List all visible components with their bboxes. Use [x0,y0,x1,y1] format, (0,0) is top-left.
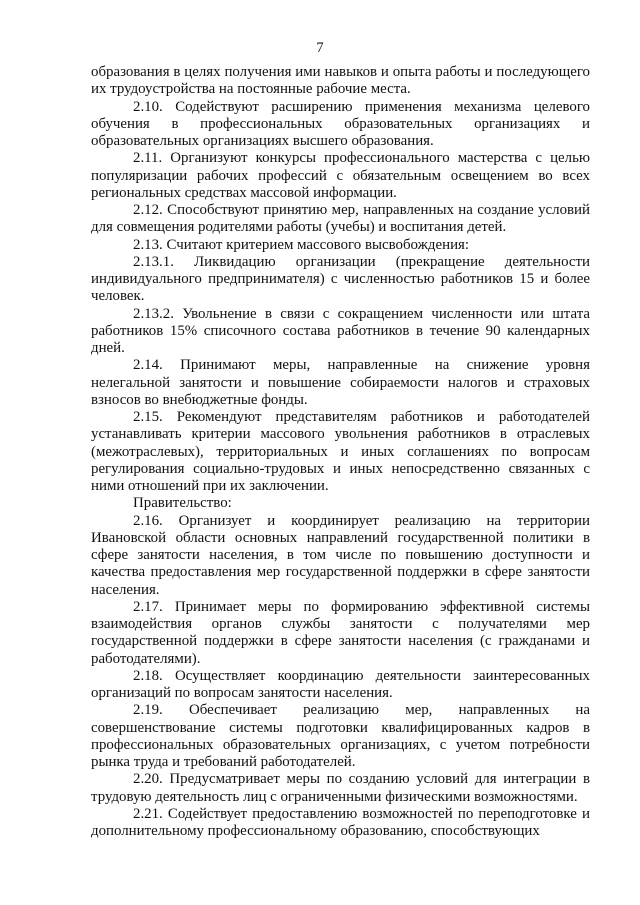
paragraph-2-11: 2.11. Организуют конкурсы профессионального мастерства с целью популяризации рабочих профессий с обязательным освещением во всех региональных средствах массовой информации. [91,150,590,201]
paragraph-2-18: 2.18. Осуществляет координацию деятельности заинтересованных организаций по вопросам занятости населения. [91,667,590,701]
page-number: 7 [316,40,324,56]
paragraph-2-17: 2.17. Принимает меры по формированию эффективной системы взаимодействия органов службы занятости с получателями мер государственной поддержки в сфере занятости населения (с гражданами и работодателями). [91,598,590,667]
paragraph-2-16: 2.16. Организует и координирует реализацию на территории Ивановской области основных направлений государственной политики в сфере занятости населения, в том числе по повышению доступности и качества предоставления мер государственной поддержки в сфере занятости населения. [91,512,590,598]
paragraph-2-10: 2.10. Содействуют расширению применения механизма целевого обучения в профессиональных образовательных организациях и образовательных организациях высшего образования. [91,98,590,149]
paragraph-2-13: 2.13. Считают критерием массового высвобождения: [133,236,470,253]
paragraph-2-14: 2.14. Принимают меры, направленные на снижение уровня нелегальной занятости и повышение собираемости налогов и страховых взносов во внебюджетные фонды. [91,357,590,408]
paragraph-continuation: образования в целях получения ими навыков и опыта работы и последующего их трудоустройства на постоянные рабочие места. [91,64,590,98]
paragraph-2-15: 2.15. Рекомендуют представителям работников и работодателей устанавливать критерии массового увольнения работников в отраслевых (межотраслевых), территориальных и иных соглашениях по вопросам регулирования социально-трудовых и иных непосредственно связанных с ними отношений при их заключении. [91,409,590,494]
document-body [91,64,590,840]
paragraph-2-13-2: 2.13.2. Увольнение в связи с сокращением численности или штата работников 15% списочного состава работников в течение 90 календарных дней. [91,305,590,356]
paragraph-2-19: 2.19. Обеспечивает реализацию мер, направленных на совершенствование системы подготовки квалифицированных кадров в профессиональных образовательных организациях, с учетом потребности рынка труда и требований работодателей. [91,702,590,770]
section-heading-government: Правительство: [133,495,232,512]
paragraph-2-20: 2.20. Предусматривает меры по созданию условий для интеграции в трудовую деятельность лиц с ограниченными физическими возможностями. [91,771,590,805]
paragraph-2-21: 2.21. Содействует предоставлению возможностей по переподготовке и дополнительному профессиональному образованию, способствующих [91,805,590,839]
paragraph-2-13-1: 2.13.1. Ликвидацию организации (прекращение деятельности индивидуального предпринимателя) с численностью работников 15 и более человек. [91,253,590,305]
paragraph-2-12: 2.12. Способствуют принятию мер, направленных на создание условий для совмещения родителями работы (учебы) и воспитания детей. [91,202,590,236]
